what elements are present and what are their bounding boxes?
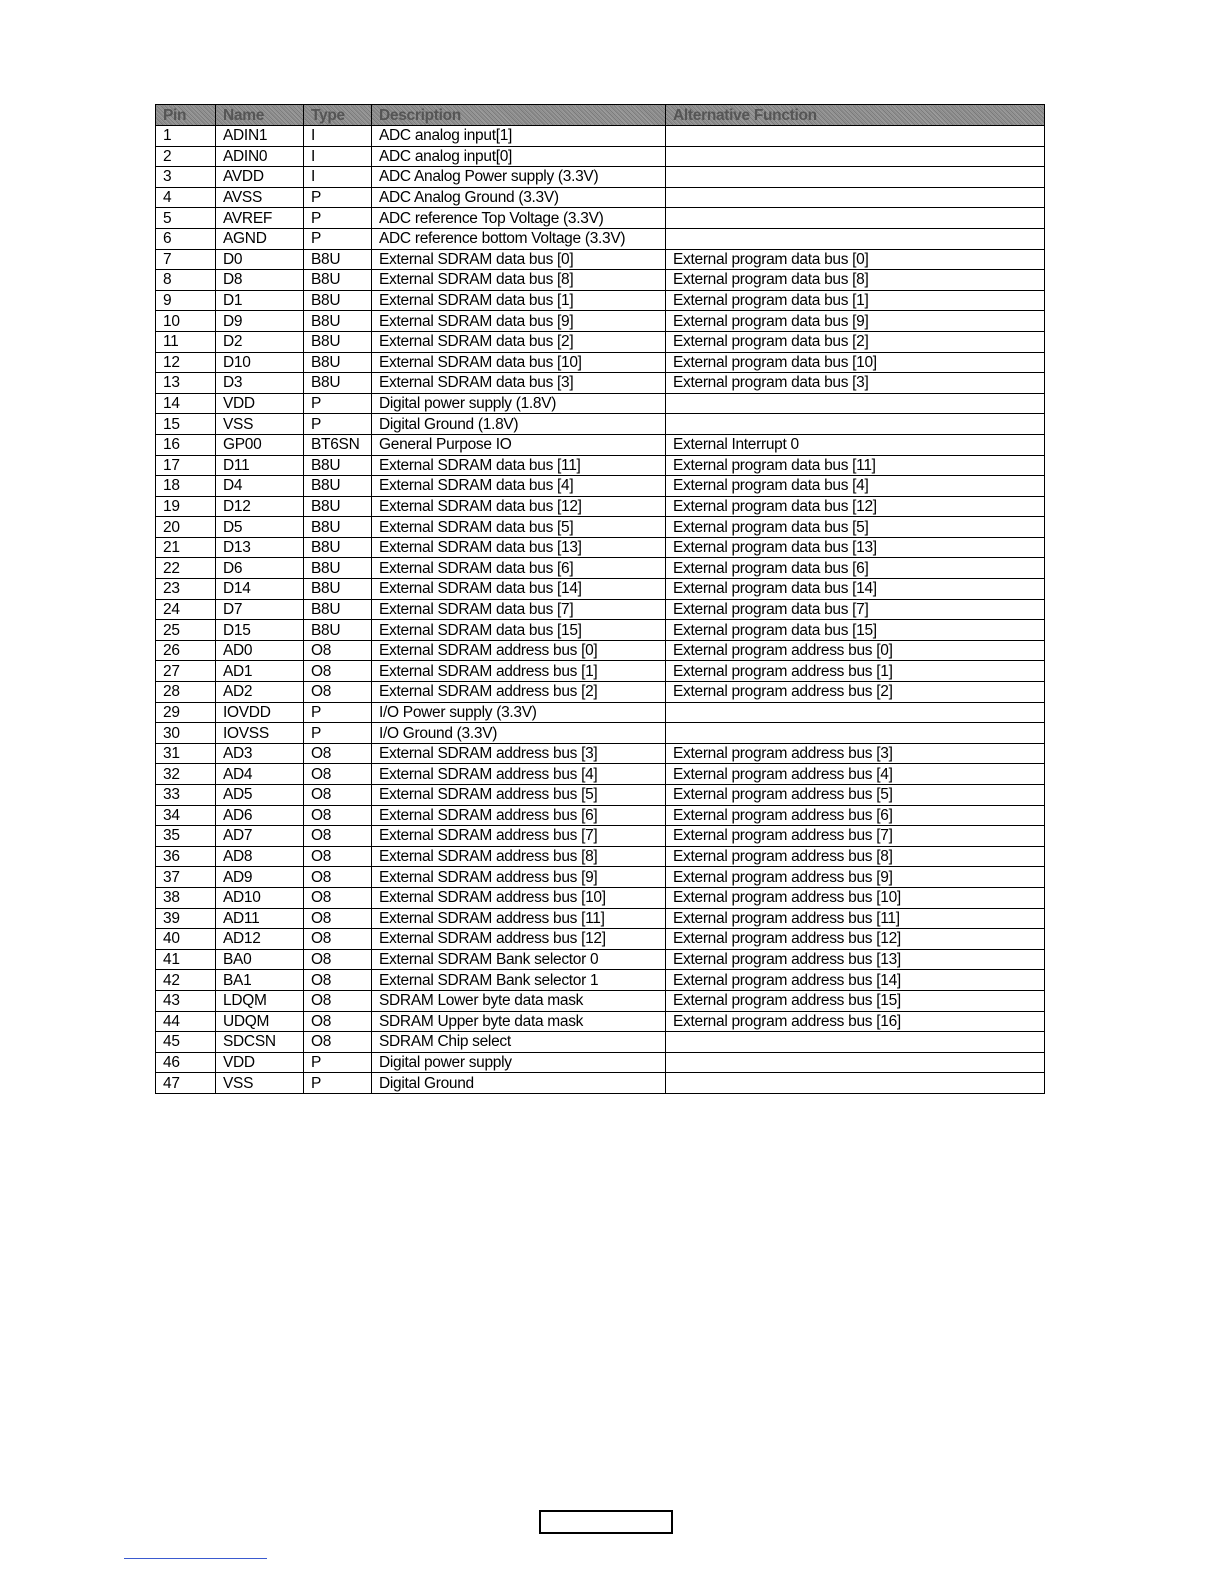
type-cell: B8U [304,249,372,270]
type-cell: B8U [304,270,372,291]
alt-function-cell: External program address bus [1] [666,661,1045,682]
name-cell: IOVSS [216,723,304,744]
name-cell: D4 [216,476,304,497]
alt-function-cell: External program data bus [13] [666,537,1045,558]
description-cell: External SDRAM address bus [8] [372,846,666,867]
name-cell: ADIN0 [216,146,304,167]
type-cell: P [304,1052,372,1073]
pin-cell: 17 [156,455,216,476]
description-cell: ADC analog input[0] [372,146,666,167]
pin-cell: 36 [156,846,216,867]
pin-cell: 44 [156,1011,216,1032]
name-cell: AGND [216,228,304,249]
type-cell: B8U [304,352,372,373]
description-cell: ADC Analog Ground (3.3V) [372,187,666,208]
header-pin: Pin [156,105,216,126]
description-cell: External SDRAM data bus [13] [372,537,666,558]
name-cell: AD11 [216,908,304,929]
type-cell: I [304,167,372,188]
type-cell: O8 [304,640,372,661]
alt-function-cell: External program data bus [12] [666,496,1045,517]
type-cell: B8U [304,620,372,641]
description-cell: External SDRAM data bus [6] [372,558,666,579]
alt-function-cell: External program data bus [4] [666,476,1045,497]
table-row [156,496,1045,517]
name-cell: VDD [216,1052,304,1073]
description-cell: External SDRAM address bus [2] [372,682,666,703]
type-cell: B8U [304,496,372,517]
table-row [156,990,1045,1011]
table-row [156,887,1045,908]
name-cell: D9 [216,311,304,332]
type-cell: B8U [304,455,372,476]
alt-function-cell [666,393,1045,414]
type-cell: O8 [304,970,372,991]
description-cell: External SDRAM data bus [14] [372,579,666,600]
table-row [156,743,1045,764]
table-row [156,1011,1045,1032]
table-row [156,682,1045,703]
table-row [156,702,1045,723]
header-alternative-function: Alternative Function [666,105,1045,126]
pin-cell: 30 [156,723,216,744]
name-cell: D13 [216,537,304,558]
name-cell: AD0 [216,640,304,661]
table-row [156,228,1045,249]
description-cell: Digital Ground (1.8V) [372,414,666,435]
name-cell: BA1 [216,970,304,991]
type-cell: B8U [304,331,372,352]
name-cell: D14 [216,579,304,600]
type-cell: P [304,228,372,249]
pin-cell: 42 [156,970,216,991]
alt-function-cell [666,414,1045,435]
alt-function-cell [666,228,1045,249]
alt-function-cell: External program address bus [12] [666,929,1045,950]
pin-cell: 2 [156,146,216,167]
description-cell: SDRAM Upper byte data mask [372,1011,666,1032]
alt-function-cell: External program address bus [3] [666,743,1045,764]
description-cell: External SDRAM data bus [3] [372,373,666,394]
type-cell: O8 [304,990,372,1011]
header-type: Type [304,105,372,126]
table-row [156,311,1045,332]
alt-function-cell [666,702,1045,723]
table-body [156,126,1045,1094]
description-cell: I/O Ground (3.3V) [372,723,666,744]
pin-cell: 3 [156,167,216,188]
alt-function-cell: External program data bus [3] [666,373,1045,394]
table-row [156,949,1045,970]
alt-function-cell: External program address bus [13] [666,949,1045,970]
name-cell: AD2 [216,682,304,703]
table-row [156,414,1045,435]
alt-function-cell [666,1052,1045,1073]
pin-table [155,104,1045,1094]
description-cell: External SDRAM data bus [7] [372,599,666,620]
table-row [156,476,1045,497]
name-cell: AD7 [216,826,304,847]
pin-cell: 14 [156,393,216,414]
alt-function-cell: External program data bus [6] [666,558,1045,579]
alt-function-cell: External program address bus [8] [666,846,1045,867]
pin-cell: 1 [156,126,216,147]
type-cell: O8 [304,682,372,703]
table-row [156,805,1045,826]
pin-cell: 19 [156,496,216,517]
name-cell: VSS [216,414,304,435]
type-cell: B8U [304,476,372,497]
description-cell: External SDRAM address bus [11] [372,908,666,929]
alt-function-cell: External program address bus [6] [666,805,1045,826]
name-cell: AD4 [216,764,304,785]
name-cell: AD9 [216,867,304,888]
type-cell: O8 [304,929,372,950]
type-cell: O8 [304,908,372,929]
description-cell: External SDRAM address bus [0] [372,640,666,661]
name-cell: AD3 [216,743,304,764]
type-cell: B8U [304,537,372,558]
description-cell: External SDRAM data bus [4] [372,476,666,497]
table-row [156,558,1045,579]
description-cell: Digital power supply [372,1052,666,1073]
table-row [156,270,1045,291]
alt-function-cell: External program address bus [10] [666,887,1045,908]
type-cell: B8U [304,579,372,600]
pin-cell: 35 [156,826,216,847]
table-row [156,661,1045,682]
description-cell: SDRAM Chip select [372,1032,666,1053]
pin-cell: 9 [156,290,216,311]
alt-function-cell: External program address bus [7] [666,826,1045,847]
type-cell: B8U [304,599,372,620]
name-cell: D12 [216,496,304,517]
table-row [156,434,1045,455]
table-header-row [156,105,1045,126]
pin-cell: 22 [156,558,216,579]
description-cell: External SDRAM Bank selector 0 [372,949,666,970]
alt-function-cell: External program data bus [1] [666,290,1045,311]
table-row [156,826,1045,847]
pin-cell: 43 [156,990,216,1011]
name-cell: D10 [216,352,304,373]
type-cell: I [304,126,372,147]
table-row [156,126,1045,147]
description-cell: External SDRAM Bank selector 1 [372,970,666,991]
type-cell: O8 [304,743,372,764]
type-cell: P [304,1073,372,1094]
name-cell: AVDD [216,167,304,188]
name-cell: AD8 [216,846,304,867]
alt-function-cell [666,187,1045,208]
name-cell: AD6 [216,805,304,826]
alt-function-cell: External program data bus [0] [666,249,1045,270]
table-row [156,846,1045,867]
description-cell: SDRAM Lower byte data mask [372,990,666,1011]
type-cell: O8 [304,949,372,970]
type-cell: P [304,723,372,744]
pin-cell: 15 [156,414,216,435]
pin-cell: 8 [156,270,216,291]
table-row [156,331,1045,352]
pin-cell: 7 [156,249,216,270]
type-cell: P [304,187,372,208]
description-cell: External SDRAM data bus [9] [372,311,666,332]
table-row [156,579,1045,600]
name-cell: VSS [216,1073,304,1094]
name-cell: AVREF [216,208,304,229]
header-name: Name [216,105,304,126]
description-cell: External SDRAM address bus [9] [372,867,666,888]
table-row [156,146,1045,167]
description-cell: External SDRAM address bus [12] [372,929,666,950]
name-cell: UDQM [216,1011,304,1032]
table-row [156,455,1045,476]
name-cell: D7 [216,599,304,620]
pin-cell: 5 [156,208,216,229]
name-cell: ADIN1 [216,126,304,147]
pin-cell: 26 [156,640,216,661]
type-cell: P [304,702,372,723]
type-cell: P [304,393,372,414]
table-row [156,929,1045,950]
footer-line [124,1558,267,1559]
description-cell: ADC Analog Power supply (3.3V) [372,167,666,188]
alt-function-cell: External program data bus [9] [666,311,1045,332]
pin-cell: 37 [156,867,216,888]
name-cell: LDQM [216,990,304,1011]
description-cell: External SDRAM address bus [10] [372,887,666,908]
alt-function-cell: External program address bus [14] [666,970,1045,991]
table-row [156,352,1045,373]
pin-cell: 11 [156,331,216,352]
alt-function-cell: External program data bus [2] [666,331,1045,352]
table-row [156,537,1045,558]
description-cell: External SDRAM data bus [1] [372,290,666,311]
table-row [156,1073,1045,1094]
pin-cell: 32 [156,764,216,785]
alt-function-cell: External program data bus [15] [666,620,1045,641]
pin-cell: 27 [156,661,216,682]
name-cell: IOVDD [216,702,304,723]
type-cell: B8U [304,517,372,538]
description-cell: External SDRAM address bus [3] [372,743,666,764]
description-cell: External SDRAM address bus [6] [372,805,666,826]
type-cell: O8 [304,867,372,888]
description-cell: External SDRAM address bus [4] [372,764,666,785]
pin-cell: 10 [156,311,216,332]
table-row [156,1032,1045,1053]
type-cell: O8 [304,785,372,806]
description-cell: External SDRAM data bus [11] [372,455,666,476]
pin-cell: 31 [156,743,216,764]
description-cell: External SDRAM data bus [10] [372,352,666,373]
table-row [156,1052,1045,1073]
description-cell: ADC reference Top Voltage (3.3V) [372,208,666,229]
table-row [156,785,1045,806]
pin-cell: 46 [156,1052,216,1073]
pin-cell: 24 [156,599,216,620]
description-cell: ADC reference bottom Voltage (3.3V) [372,228,666,249]
description-cell: External SDRAM data bus [15] [372,620,666,641]
table-row [156,187,1045,208]
type-cell: O8 [304,1011,372,1032]
pin-cell: 38 [156,887,216,908]
type-cell: O8 [304,805,372,826]
name-cell: D8 [216,270,304,291]
name-cell: AD12 [216,929,304,950]
description-cell: External SDRAM address bus [1] [372,661,666,682]
table-row [156,167,1045,188]
table-row [156,517,1045,538]
type-cell: BT6SN [304,434,372,455]
type-cell: B8U [304,558,372,579]
description-cell: External SDRAM data bus [8] [372,270,666,291]
alt-function-cell: External program address bus [9] [666,867,1045,888]
name-cell: AD1 [216,661,304,682]
alt-function-cell: External program data bus [5] [666,517,1045,538]
name-cell: D0 [216,249,304,270]
type-cell: P [304,414,372,435]
name-cell: AD5 [216,785,304,806]
table-row [156,290,1045,311]
alt-function-cell [666,146,1045,167]
name-cell: D1 [216,290,304,311]
alt-function-cell: External program address bus [5] [666,785,1045,806]
description-cell: External SDRAM data bus [2] [372,331,666,352]
pin-cell: 4 [156,187,216,208]
table-row [156,208,1045,229]
name-cell: BA0 [216,949,304,970]
alt-function-cell: External program address bus [4] [666,764,1045,785]
page-number-box [539,1510,673,1534]
name-cell: D11 [216,455,304,476]
pin-cell: 41 [156,949,216,970]
alt-function-cell: External program address bus [0] [666,640,1045,661]
pin-cell: 29 [156,702,216,723]
alt-function-cell: External program data bus [14] [666,579,1045,600]
pin-cell: 47 [156,1073,216,1094]
type-cell: O8 [304,1032,372,1053]
type-cell: B8U [304,290,372,311]
pin-cell: 34 [156,805,216,826]
alt-function-cell: External program address bus [11] [666,908,1045,929]
table-row [156,723,1045,744]
pin-cell: 20 [156,517,216,538]
name-cell: D2 [216,331,304,352]
alt-function-cell: External Interrupt 0 [666,434,1045,455]
alt-function-cell [666,723,1045,744]
pin-cell: 33 [156,785,216,806]
name-cell: D6 [216,558,304,579]
type-cell: B8U [304,311,372,332]
table-row [156,867,1045,888]
type-cell: I [304,146,372,167]
alt-function-cell: External program data bus [8] [666,270,1045,291]
table-row [156,764,1045,785]
pin-cell: 12 [156,352,216,373]
description-cell: External SDRAM data bus [5] [372,517,666,538]
name-cell: VDD [216,393,304,414]
description-cell: External SDRAM data bus [12] [372,496,666,517]
type-cell: O8 [304,661,372,682]
pin-cell: 13 [156,373,216,394]
table-row [156,908,1045,929]
alt-function-cell [666,1073,1045,1094]
pin-cell: 39 [156,908,216,929]
description-cell: External SDRAM address bus [7] [372,826,666,847]
alt-function-cell [666,208,1045,229]
alt-function-cell [666,167,1045,188]
description-cell: General Purpose IO [372,434,666,455]
table-row [156,640,1045,661]
pin-cell: 28 [156,682,216,703]
table-row [156,620,1045,641]
name-cell: D15 [216,620,304,641]
type-cell: O8 [304,846,372,867]
pin-cell: 21 [156,537,216,558]
table-row [156,249,1045,270]
table-row [156,970,1045,991]
type-cell: O8 [304,764,372,785]
pin-cell: 45 [156,1032,216,1053]
pin-cell: 18 [156,476,216,497]
name-cell: AVSS [216,187,304,208]
table-row [156,373,1045,394]
type-cell: O8 [304,887,372,908]
name-cell: SDCSN [216,1032,304,1053]
type-cell: P [304,208,372,229]
pin-cell: 23 [156,579,216,600]
name-cell: AD10 [216,887,304,908]
description-cell: External SDRAM address bus [5] [372,785,666,806]
alt-function-cell: External program address bus [16] [666,1011,1045,1032]
description-cell: Digital power supply (1.8V) [372,393,666,414]
table-row [156,393,1045,414]
description-cell: I/O Power supply (3.3V) [372,702,666,723]
type-cell: O8 [304,826,372,847]
alt-function-cell: External program data bus [7] [666,599,1045,620]
description-cell: ADC analog input[1] [372,126,666,147]
header-description: Description [372,105,666,126]
name-cell: GP00 [216,434,304,455]
description-cell: External SDRAM data bus [0] [372,249,666,270]
pin-cell: 6 [156,228,216,249]
alt-function-cell [666,1032,1045,1053]
description-cell: Digital Ground [372,1073,666,1094]
pin-cell: 40 [156,929,216,950]
alt-function-cell [666,126,1045,147]
table-row [156,599,1045,620]
name-cell: D3 [216,373,304,394]
alt-function-cell: External program address bus [2] [666,682,1045,703]
type-cell: B8U [304,373,372,394]
pin-cell: 16 [156,434,216,455]
alt-function-cell: External program data bus [11] [666,455,1045,476]
alt-function-cell: External program data bus [10] [666,352,1045,373]
alt-function-cell: External program address bus [15] [666,990,1045,1011]
name-cell: D5 [216,517,304,538]
pin-cell: 25 [156,620,216,641]
